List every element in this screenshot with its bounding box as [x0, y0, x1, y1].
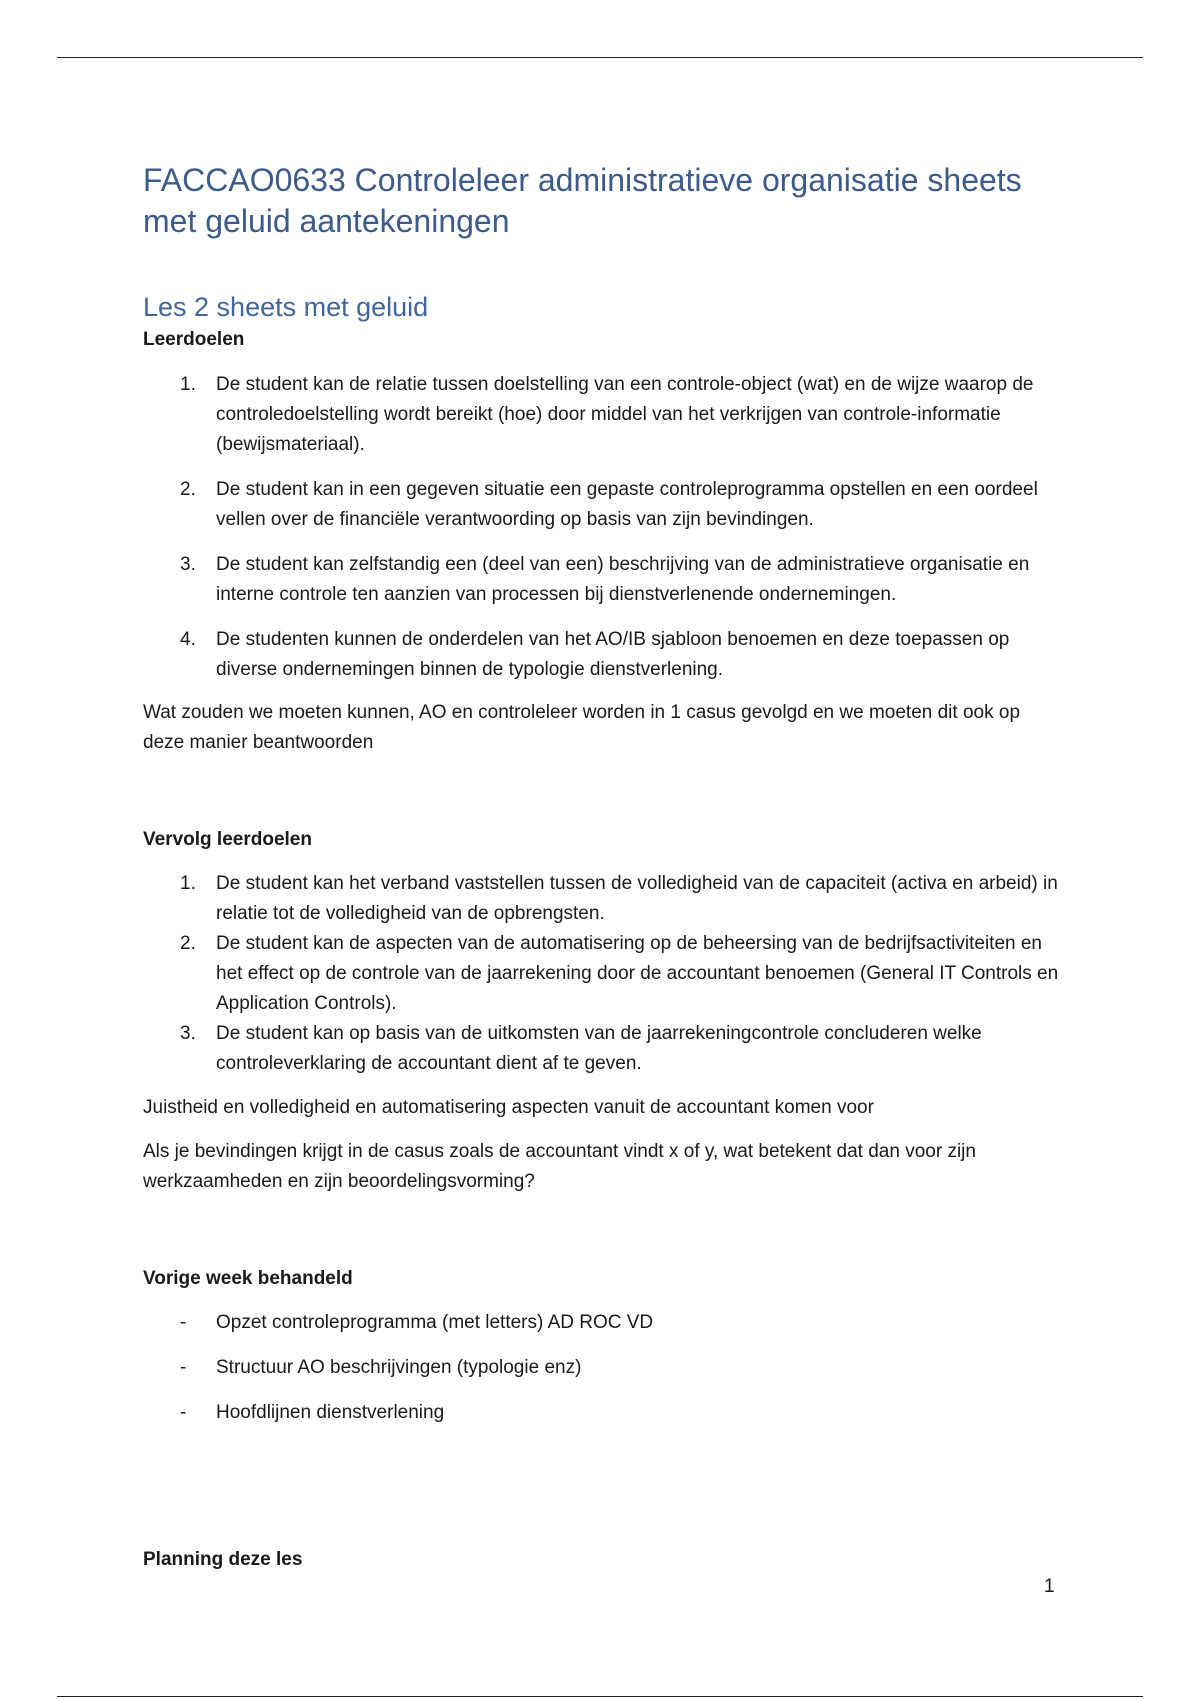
leerdoelen-list: [143, 370, 1063, 685]
list-item: 2. De student kan de aspecten van de automatisering op de beheersing van de bedrijfsactiviteiten en het effect op de controle van de jaarrekening door de accountant benoemen (General IT Controls en Application Controls).: [180, 933, 1059, 1014]
document-title: FACCAO0633 Controleleer administratieve organisatie sheets met geluid aantekeningen: [143, 162, 1022, 239]
header-rule: [57, 57, 1143, 58]
list-item: 3. De student kan zelfstandig een (deel van een) beschrijving van de administratieve organisatie en interne controle ten aanzien van processen bij dienstverlenende ondernemingen.: [180, 554, 1030, 605]
leerdoelen-heading: Leerdoelen: [143, 329, 245, 350]
list-item: - Opzet controleprogramma (met letters) AD ROC VD: [180, 1312, 654, 1333]
list-item: - Hoofdlijnen dienstverlening: [180, 1402, 445, 1423]
list-item: 3. De student kan op basis van de uitkomsten van de jaarrekeningcontrole concluderen welke controleverklaring de accountant dient af te geven.: [180, 1023, 982, 1074]
page-number: 1: [1044, 1576, 1055, 1597]
vervolg-note-1: Juistheid en volledigheid en automatisering aspecten vanuit de accountant komen voor: [143, 1097, 874, 1118]
vorige-week-heading: Vorige week behandeld: [143, 1268, 353, 1289]
vervolg-heading: Vervolg leerdoelen: [143, 829, 312, 850]
footer-rule: [57, 1696, 1143, 1697]
leerdoelen-note: Wat zouden we moeten kunnen, AO en controleleer worden in 1 casus gevolgd en we moeten dit ook op deze manier beantwoorden: [143, 702, 1021, 753]
planning-heading: Planning deze les: [143, 1549, 303, 1570]
vervolg-list: [143, 869, 1063, 1079]
document-body: [143, 160, 1063, 1572]
section-heading: Les 2 sheets met geluid: [143, 292, 429, 322]
vorige-week-list: [143, 1308, 1063, 1428]
list-item: 4. De studenten kunnen de onderdelen van het AO/IB sjabloon benoemen en deze toepassen op diverse ondernemingen binnen de typologie dienstverlening.: [180, 629, 1010, 680]
list-item: - Structuur AO beschrijvingen (typologie enz): [180, 1357, 582, 1378]
list-item: 2. De student kan in een gegeven situatie een gepaste controleprogramma opstellen en een oordeel vellen over de financiële verantwoording op basis van zijn bevindingen.: [180, 479, 1038, 530]
list-item: 1. De student kan de relatie tussen doelstelling van een controle-object (wat) en de wijze waarop de controledoelstelling wordt bereikt (hoe) door middel van het verkrijgen van controle-informatie (bewijsmateriaal).: [180, 374, 1034, 455]
list-item: 1. De student kan het verband vaststellen tussen de volledigheid van de capaciteit (activa en arbeid) in relatie tot de volledigheid van de opbrengsten.: [180, 873, 1058, 924]
vervolg-note-2: Als je bevindingen krijgt in de casus zoals de accountant vindt x of y, wat betekent dat dan voor zijn werkzaamheden en zijn beoordelingsvorming?: [143, 1141, 976, 1192]
